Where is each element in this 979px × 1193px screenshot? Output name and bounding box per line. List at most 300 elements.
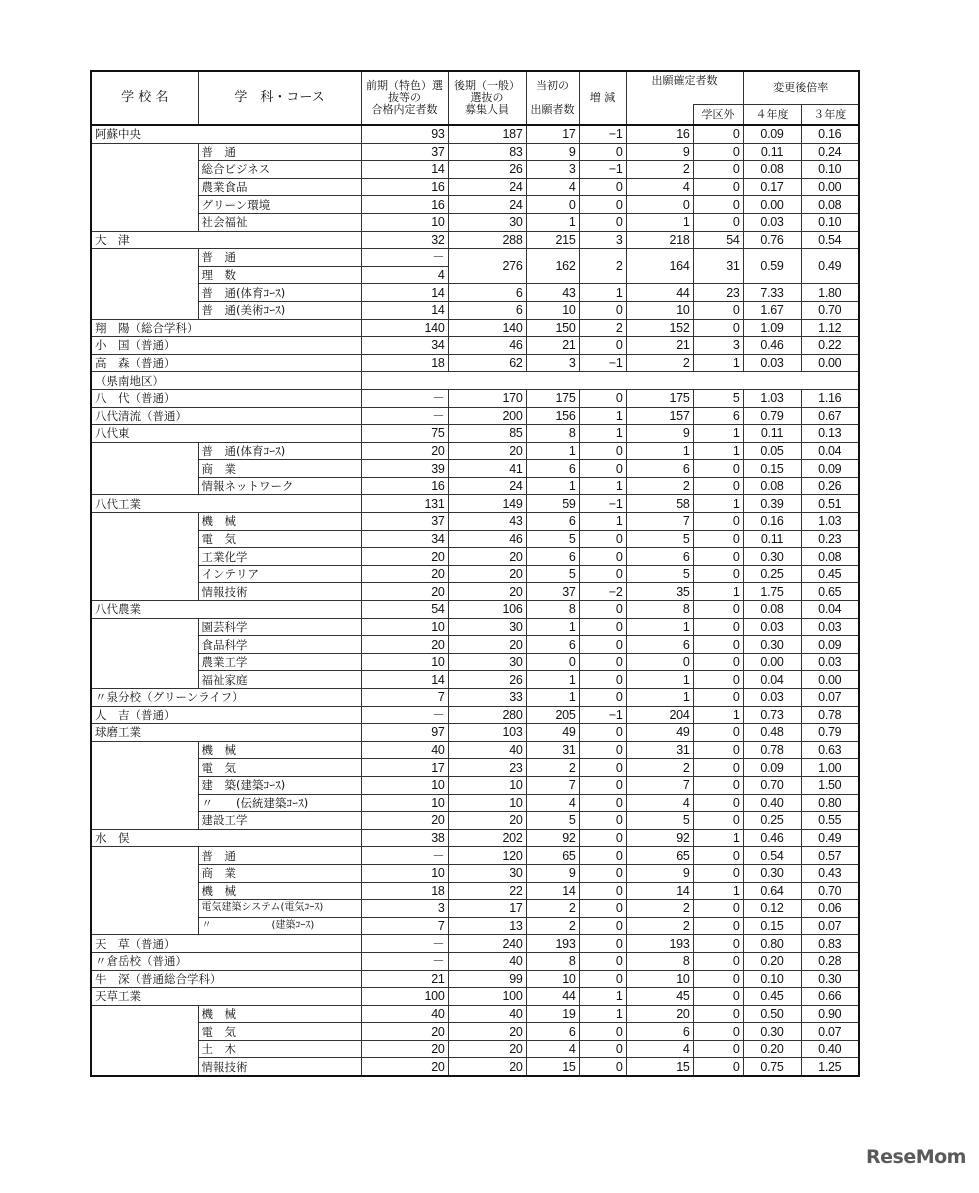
cell-value: 0.63 [801, 741, 859, 759]
cell-value: 0 [693, 794, 743, 812]
cell-value: 24 [448, 196, 526, 214]
school-name: 八代東 [91, 425, 361, 443]
cell-value: 0 [579, 741, 626, 759]
cell-value: 0.00 [801, 671, 859, 689]
cell-value: 0 [693, 952, 743, 970]
cell-value: 0.00 [801, 354, 859, 372]
school-name: 八 代（普通） [91, 389, 361, 407]
course-name: 商 業 [198, 864, 361, 882]
cell-value: 24 [448, 477, 526, 495]
header-year3: ３年度 [801, 105, 859, 126]
cell-value: 2 [526, 759, 579, 777]
cell-value: 20 [361, 636, 448, 654]
cell-value: 0.03 [801, 618, 859, 636]
cell-value: 0 [693, 671, 743, 689]
cell-value: 0 [693, 548, 743, 566]
cell-value: 20 [448, 1058, 526, 1076]
cell-value: 10 [448, 794, 526, 812]
course-name: 福祉家庭 [198, 671, 361, 689]
cell-value: 97 [361, 724, 448, 742]
school-name: 阿蘇中央 [91, 125, 361, 143]
cell-value: 0.08 [743, 161, 801, 179]
school-row [91, 425, 859, 443]
cell-value: 20 [448, 565, 526, 583]
cell-value: 16 [361, 178, 448, 196]
school-name: 水 俣 [91, 829, 361, 847]
cell-value: 120 [448, 847, 526, 865]
cell-value: 0.70 [801, 882, 859, 900]
school-row [91, 689, 859, 707]
cell-value: － [361, 407, 448, 425]
cell-value: 10 [448, 776, 526, 794]
cell-value: 1 [626, 213, 693, 231]
course-name: 電 気 [198, 1023, 361, 1041]
course-name: 情報技術 [198, 583, 361, 601]
cell-value: 32 [361, 231, 448, 249]
school-row [91, 407, 859, 425]
cell-value: −1 [579, 354, 626, 372]
cell-value: 0 [693, 477, 743, 495]
cell-value: 2 [626, 759, 693, 777]
school-row [91, 337, 859, 355]
school-name: 八代農業 [91, 601, 361, 619]
cell-value: 5 [693, 389, 743, 407]
course-row [91, 653, 859, 671]
cell-value: 0 [579, 794, 626, 812]
cell-value: 8 [526, 952, 579, 970]
cell-value: 162 [526, 249, 579, 284]
cell-value: 0.10 [801, 161, 859, 179]
cell-value: 40 [361, 1005, 448, 1023]
cell-value: 0.10 [743, 970, 801, 988]
course-row [91, 794, 859, 812]
cell-value: 0 [579, 900, 626, 918]
cell-value: 218 [626, 231, 693, 249]
cell-value: 0 [693, 847, 743, 865]
cell-value: 0.05 [743, 442, 801, 460]
course-name: 機 械 [198, 513, 361, 531]
course-name: 商 業 [198, 460, 361, 478]
cell-value: 0.03 [743, 689, 801, 707]
cell-value: 0.16 [743, 513, 801, 531]
header-early: 前期（特色）選 抜等の 合格内定者数 [361, 71, 448, 125]
school-blank [91, 442, 198, 495]
cell-value: 14 [526, 882, 579, 900]
course-row [91, 1040, 859, 1058]
cell-value: 26 [448, 161, 526, 179]
cell-value: 46 [448, 530, 526, 548]
cell-value: −1 [579, 495, 626, 513]
school-row [91, 988, 859, 1006]
cell-value: 1 [693, 425, 743, 443]
cell-value: 1 [579, 1005, 626, 1023]
cell-value: 1 [526, 689, 579, 707]
course-name: 普 通(体育ｺｰｽ) [198, 284, 361, 302]
course-row [91, 636, 859, 654]
cell-value: 1.09 [743, 319, 801, 337]
school-blank [91, 741, 198, 829]
cell-value: 0 [626, 653, 693, 671]
course-name: 普 通 [198, 249, 361, 267]
cell-value: 0.59 [743, 249, 801, 284]
cell-value: 10 [626, 970, 693, 988]
cell-value: 14 [361, 161, 448, 179]
cell-value: 31 [693, 249, 743, 284]
school-name: 八代工業 [91, 495, 361, 513]
cell-value: 1 [579, 425, 626, 443]
cell-value: 45 [626, 988, 693, 1006]
cell-value: 1 [526, 477, 579, 495]
cell-value: 20 [448, 1040, 526, 1058]
enrollment-table [90, 70, 860, 1077]
course-row [91, 741, 859, 759]
course-name: 工業化学 [198, 548, 361, 566]
cell-value: 100 [361, 988, 448, 1006]
cell-value: 6 [626, 1023, 693, 1041]
cell-value: 26 [448, 671, 526, 689]
cell-value: 20 [361, 812, 448, 830]
cell-value: 0.08 [743, 477, 801, 495]
cell-value: 1.75 [743, 583, 801, 601]
course-name: 園芸科学 [198, 618, 361, 636]
school-row [91, 319, 859, 337]
cell-value: 131 [361, 495, 448, 513]
cell-value: 20 [448, 583, 526, 601]
cell-value: 0.03 [743, 213, 801, 231]
course-row [91, 847, 859, 865]
cell-value: 0 [579, 636, 626, 654]
cell-value: 16 [361, 196, 448, 214]
cell-value: 19 [526, 1005, 579, 1023]
cell-value: 0 [693, 1005, 743, 1023]
cell-value: 193 [526, 935, 579, 953]
cell-value: 40 [448, 952, 526, 970]
course-row [91, 213, 859, 231]
cell-value: 0.22 [801, 337, 859, 355]
school-blank [91, 1005, 198, 1076]
cell-value: 0 [693, 935, 743, 953]
cell-value: 54 [693, 231, 743, 249]
cell-value: 15 [526, 1058, 579, 1076]
course-name: 電 気 [198, 759, 361, 777]
course-name: 総合ビジネス [198, 161, 361, 179]
cell-value: 2 [626, 900, 693, 918]
cell-value: 288 [448, 231, 526, 249]
cell-value: 0.24 [801, 143, 859, 161]
cell-value: 0 [579, 196, 626, 214]
cell-value: 8 [526, 425, 579, 443]
cell-value: 15 [626, 1058, 693, 1076]
header-initial: 当初の 出願者数 [526, 71, 579, 125]
cell-value: 0 [693, 513, 743, 531]
school-name: 天草工業 [91, 988, 361, 1006]
cell-value: 0.67 [801, 407, 859, 425]
cell-value: 0.79 [743, 407, 801, 425]
cell-value: 20 [448, 636, 526, 654]
cell-value: 0.03 [743, 618, 801, 636]
school-row [91, 354, 859, 372]
school-blank [91, 249, 198, 319]
cell-value: 7 [361, 689, 448, 707]
header-course: 学 科・コース [198, 71, 361, 125]
course-row [91, 249, 859, 267]
cell-value: 0.55 [801, 812, 859, 830]
course-row [91, 812, 859, 830]
cell-value: 0 [693, 1058, 743, 1076]
cell-value: 6 [693, 407, 743, 425]
course-row [91, 442, 859, 460]
course-name: 電気建築システム(電気ｺｰｽ) [198, 900, 361, 918]
school-blank [91, 143, 198, 231]
cell-value: 6 [526, 636, 579, 654]
course-name: 電 気 [198, 530, 361, 548]
cell-value: 8 [626, 952, 693, 970]
course-row [91, 671, 859, 689]
cell-value: 2 [526, 917, 579, 935]
cell-value: 10 [361, 864, 448, 882]
cell-value: 1.80 [801, 284, 859, 302]
cell-value: 1 [693, 442, 743, 460]
cell-value: 1.00 [801, 759, 859, 777]
course-row [91, 1023, 859, 1041]
course-name: 建 築(建築ｺｰｽ) [198, 776, 361, 794]
cell-value: 0 [693, 988, 743, 1006]
school-row [91, 601, 859, 619]
cell-value: 0 [693, 970, 743, 988]
cell-value: 0 [579, 442, 626, 460]
school-row [91, 231, 859, 249]
cell-value: 23 [448, 759, 526, 777]
cell-value: 240 [448, 935, 526, 953]
cell-value: 21 [361, 970, 448, 988]
cell-value: 152 [626, 319, 693, 337]
cell-value: 0.17 [743, 178, 801, 196]
cell-value: 65 [626, 847, 693, 865]
cell-value: 0.23 [801, 530, 859, 548]
cell-value: 7.33 [743, 284, 801, 302]
cell-value: 0.83 [801, 935, 859, 953]
cell-value: 92 [526, 829, 579, 847]
cell-value: 1 [693, 583, 743, 601]
cell-value: 0.04 [743, 671, 801, 689]
cell-value: 21 [626, 337, 693, 355]
cell-value: 30 [448, 618, 526, 636]
cell-value: 0.25 [743, 812, 801, 830]
course-name: 機 械 [198, 741, 361, 759]
cell-value: 0 [693, 143, 743, 161]
cell-value: 0 [579, 389, 626, 407]
cell-value: 17 [448, 900, 526, 918]
cell-value: 92 [626, 829, 693, 847]
cell-value: 0.39 [743, 495, 801, 513]
cell-value: 0 [693, 161, 743, 179]
cell-value: 30 [448, 864, 526, 882]
cell-value: 0.54 [801, 231, 859, 249]
cell-value: 1 [526, 671, 579, 689]
cell-value: 18 [361, 354, 448, 372]
cell-value: 175 [626, 389, 693, 407]
cell-value: 4 [626, 794, 693, 812]
cell-value: 1 [579, 477, 626, 495]
cell-value: 65 [526, 847, 579, 865]
cell-value: 5 [626, 565, 693, 583]
cell-value: 0.30 [743, 1023, 801, 1041]
course-row [91, 565, 859, 583]
cell-value: 49 [526, 724, 579, 742]
cell-value: 0 [693, 319, 743, 337]
course-name: 情報ネットワーク [198, 477, 361, 495]
cell-value: 2 [626, 917, 693, 935]
cell-value: 24 [448, 178, 526, 196]
cell-value: 0.64 [743, 882, 801, 900]
cell-value: 0 [693, 653, 743, 671]
cell-value: 0 [579, 689, 626, 707]
cell-value: 31 [626, 741, 693, 759]
course-name: 建設工学 [198, 812, 361, 830]
cell-value: −1 [579, 161, 626, 179]
cell-value: 20 [361, 548, 448, 566]
header-confirmed: 出願確定者数 [626, 71, 743, 105]
cell-value: 3 [693, 337, 743, 355]
region-empty [361, 372, 859, 390]
cell-value: 46 [448, 337, 526, 355]
course-name: 普 通(体育ｺｰｽ) [198, 442, 361, 460]
cell-value: 0.49 [801, 829, 859, 847]
cell-value: 43 [526, 284, 579, 302]
cell-value: 2 [579, 319, 626, 337]
cell-value: 0 [693, 1023, 743, 1041]
cell-value: 1.16 [801, 389, 859, 407]
cell-value: 1 [693, 829, 743, 847]
cell-value: 0.09 [743, 759, 801, 777]
school-blank [91, 513, 198, 601]
cell-value: 0 [526, 653, 579, 671]
school-row [91, 935, 859, 953]
course-row [91, 143, 859, 161]
cell-value: 0.48 [743, 724, 801, 742]
cell-value: 1 [693, 706, 743, 724]
cell-value: 85 [448, 425, 526, 443]
cell-value: 23 [693, 284, 743, 302]
course-row [91, 917, 859, 935]
cell-value: 31 [526, 741, 579, 759]
course-name: 普 通 [198, 143, 361, 161]
cell-value: 0 [579, 776, 626, 794]
course-name: 農業工学 [198, 653, 361, 671]
cell-value: 49 [626, 724, 693, 742]
school-blank [91, 618, 198, 688]
cell-value: 0 [579, 829, 626, 847]
cell-value: 0 [693, 125, 743, 143]
course-row [91, 882, 859, 900]
cell-value: 14 [361, 301, 448, 319]
cell-value: 0.28 [801, 952, 859, 970]
cell-value: 0 [693, 1040, 743, 1058]
cell-value: 0.30 [743, 864, 801, 882]
cell-value: 20 [361, 1040, 448, 1058]
cell-value: 0 [693, 917, 743, 935]
cell-value: 0 [693, 759, 743, 777]
cell-value: 0 [579, 1058, 626, 1076]
cell-value: 3 [526, 161, 579, 179]
school-row [91, 724, 859, 742]
cell-value: 0.07 [801, 689, 859, 707]
cell-value: 1 [626, 618, 693, 636]
cell-value: 0 [579, 143, 626, 161]
cell-value: 4 [526, 794, 579, 812]
cell-value: 1 [579, 407, 626, 425]
course-row [91, 477, 859, 495]
cell-value: 0 [579, 935, 626, 953]
school-row [91, 952, 859, 970]
course-row [91, 1058, 859, 1076]
cell-value: 0.11 [743, 530, 801, 548]
course-row [91, 618, 859, 636]
header-ratio: 変更後倍率 [743, 71, 859, 105]
cell-value: 0.57 [801, 847, 859, 865]
cell-value: 16 [361, 477, 448, 495]
cell-value: 4 [626, 1040, 693, 1058]
cell-value: 0.12 [743, 900, 801, 918]
course-row [91, 178, 859, 196]
cell-value: 0 [693, 741, 743, 759]
cell-value: 0.73 [743, 706, 801, 724]
cell-value: 7 [626, 513, 693, 531]
cell-value: 0.70 [801, 301, 859, 319]
cell-value: 4 [361, 266, 448, 284]
cell-value: 6 [626, 548, 693, 566]
cell-value: 8 [626, 601, 693, 619]
cell-value: 13 [448, 917, 526, 935]
cell-value: 0.00 [743, 653, 801, 671]
cell-value: 9 [526, 864, 579, 882]
cell-value: 0.70 [743, 776, 801, 794]
cell-value: 0 [579, 812, 626, 830]
cell-value: 0 [526, 196, 579, 214]
cell-value: 99 [448, 970, 526, 988]
cell-value: 164 [626, 249, 693, 284]
cell-value: 34 [361, 337, 448, 355]
cell-value: 0.30 [801, 970, 859, 988]
cell-value: 0 [579, 548, 626, 566]
course-row [91, 301, 859, 319]
course-name: 〃 (建築ｺｰｽ) [198, 917, 361, 935]
cell-value: −1 [579, 125, 626, 143]
cell-value: 0.10 [801, 213, 859, 231]
course-name: 食品科学 [198, 636, 361, 654]
cell-value: 140 [361, 319, 448, 337]
cell-value: 205 [526, 706, 579, 724]
cell-value: 0.45 [743, 988, 801, 1006]
cell-value: 156 [526, 407, 579, 425]
cell-value: 0.15 [743, 460, 801, 478]
cell-value: 103 [448, 724, 526, 742]
cell-value: 30 [448, 653, 526, 671]
school-name: 牛 深（普通総合学科） [91, 970, 361, 988]
cell-value: 6 [526, 513, 579, 531]
cell-value: 0.75 [743, 1058, 801, 1076]
cell-value: 43 [448, 513, 526, 531]
course-row [91, 460, 859, 478]
cell-value: 0 [693, 776, 743, 794]
cell-value: 20 [448, 442, 526, 460]
header-outside: 学区外 [693, 105, 743, 126]
cell-value: 0 [693, 196, 743, 214]
cell-value: 7 [526, 776, 579, 794]
cell-value: 0.54 [743, 847, 801, 865]
course-row [91, 776, 859, 794]
course-name: 理 数 [198, 266, 361, 284]
